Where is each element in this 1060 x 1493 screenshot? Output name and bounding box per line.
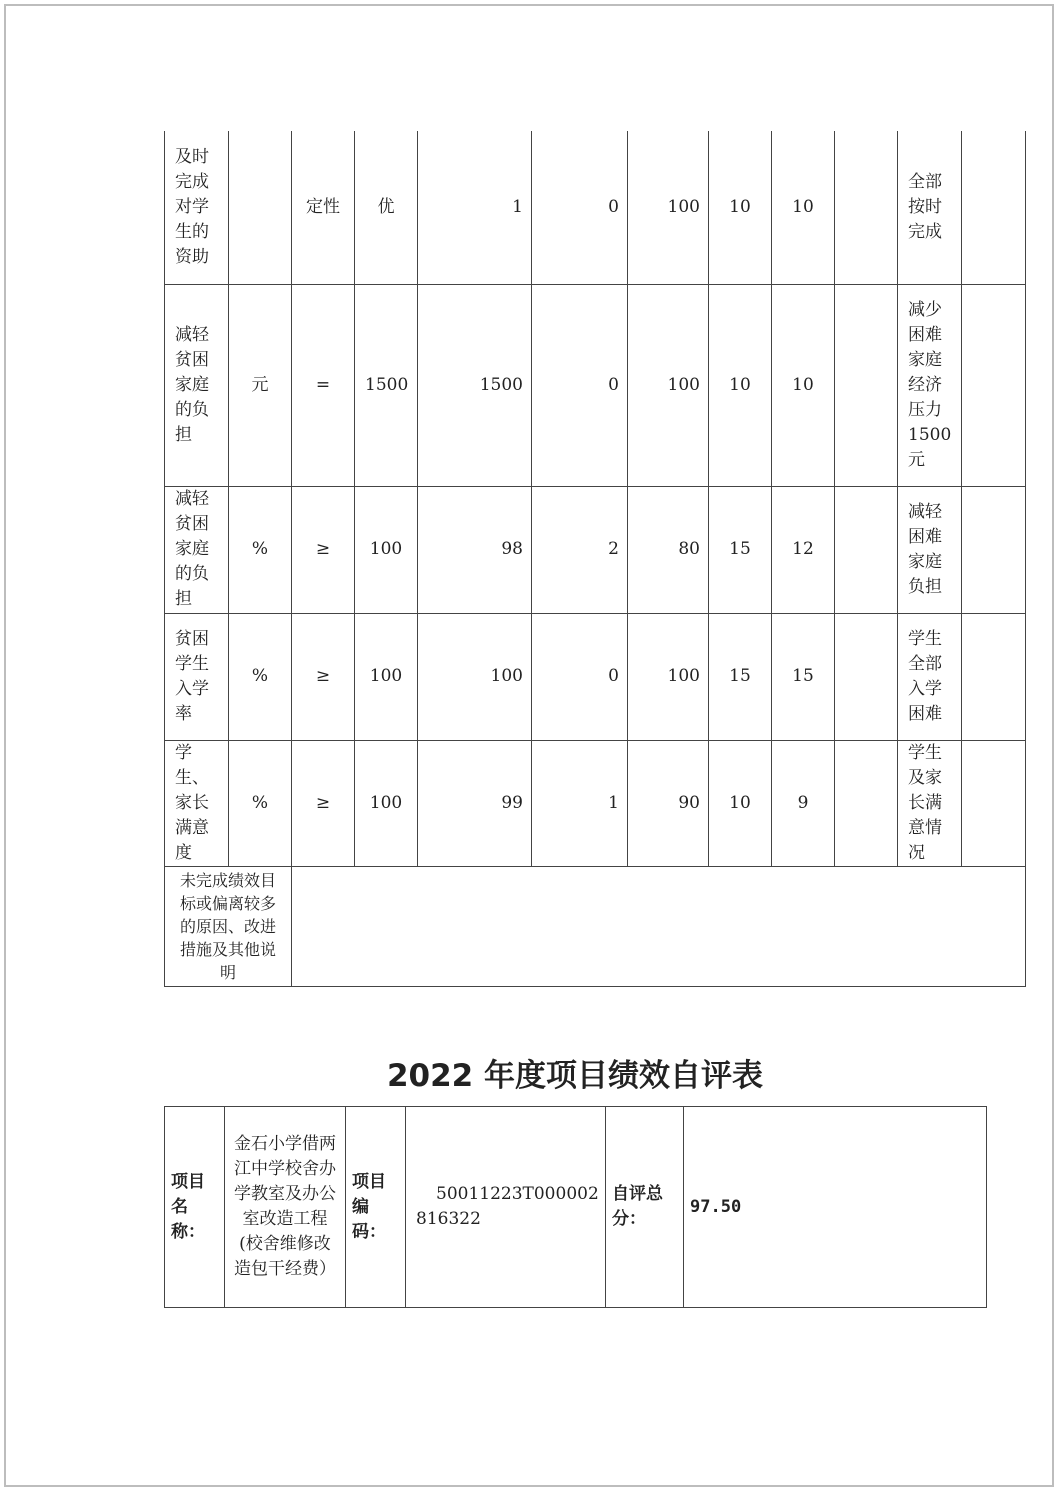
project-code: 50011223T000002816322 (406, 1107, 606, 1308)
table-row (165, 131, 1026, 284)
score-value: 97.50 (684, 1107, 987, 1308)
page-title: 2022 年度项目绩效自评表 (386, 1058, 764, 1094)
indicator-unit: % (229, 613, 292, 740)
indicator-extra (835, 613, 898, 740)
indicator-operator: = (292, 284, 355, 486)
indicator-operator: ≥ (292, 613, 355, 740)
indicator-unit: % (229, 486, 292, 613)
indicator-deviation: 0 (532, 613, 628, 740)
footer-row (165, 866, 1026, 986)
indicator-last (962, 740, 1026, 866)
indicator-weight: 10 (709, 284, 772, 486)
indicator-rate: 100 (628, 613, 709, 740)
indicator-score: 10 (772, 131, 835, 284)
footer-value (292, 866, 1026, 986)
indicator-last (962, 486, 1026, 613)
indicator-unit (229, 131, 292, 284)
indicator-deviation: 2 (532, 486, 628, 613)
indicator-extra (835, 740, 898, 866)
table-row (165, 740, 1026, 866)
indicator-target: 100 (355, 486, 418, 613)
indicator-weight: 15 (709, 486, 772, 613)
indicator-score: 12 (772, 486, 835, 613)
indicator-unit: 元 (229, 284, 292, 486)
indicator-actual: 1500 (418, 284, 532, 486)
score-label: 自评总分： (606, 1107, 684, 1308)
table-row (165, 613, 1026, 740)
indicator-name: 及时完成对学生的资助 (165, 131, 229, 284)
indicator-extra (835, 131, 898, 284)
indicator-last (962, 613, 1026, 740)
project-name-label: 项目名称： (165, 1107, 225, 1308)
indicator-actual: 98 (418, 486, 532, 613)
indicator-deviation: 0 (532, 284, 628, 486)
indicator-name: 减轻贫困家庭的负担 (165, 486, 229, 613)
indicator-deviation: 1 (532, 740, 628, 866)
performance-indicator-table (164, 131, 1026, 987)
indicator-rate: 90 (628, 740, 709, 866)
indicator-name: 贫困学生入学率 (165, 613, 229, 740)
indicator-score: 10 (772, 284, 835, 486)
indicator-operator: 定性 (292, 131, 355, 284)
indicator-operator: ≥ (292, 740, 355, 866)
indicator-weight: 15 (709, 613, 772, 740)
indicator-extra (835, 284, 898, 486)
indicator-target: 1500 (355, 284, 418, 486)
indicator-unit: % (229, 740, 292, 866)
indicator-note: 学生全部入学困难 (898, 613, 962, 740)
indicator-deviation: 0 (532, 131, 628, 284)
table-row (165, 284, 1026, 486)
indicator-name: 减轻贫困家庭的负担 (165, 284, 229, 486)
indicator-note: 减少困难家庭经济压力1500元 (898, 284, 962, 486)
project-name: 金石小学借两江中学校舍办学教室及办公室改造工程(校舍维修改造包干经费） (225, 1107, 346, 1308)
indicator-operator: ≥ (292, 486, 355, 613)
indicator-name: 学生、家长满意度 (165, 740, 229, 866)
indicator-last (962, 284, 1026, 486)
indicator-note: 学生及家长满意情况 (898, 740, 962, 866)
indicator-note: 减轻困难家庭负担 (898, 486, 962, 613)
indicator-target: 100 (355, 613, 418, 740)
indicator-note: 全部按时完成 (898, 131, 962, 284)
project-info-row (165, 1107, 987, 1308)
indicator-weight: 10 (709, 740, 772, 866)
indicator-rate: 100 (628, 284, 709, 486)
table-row (165, 486, 1026, 613)
indicator-last (962, 131, 1026, 284)
indicator-rate: 80 (628, 486, 709, 613)
indicator-weight: 10 (709, 131, 772, 284)
indicator-extra (835, 486, 898, 613)
indicator-score: 9 (772, 740, 835, 866)
indicator-target: 100 (355, 740, 418, 866)
indicator-actual: 99 (418, 740, 532, 866)
indicator-score: 15 (772, 613, 835, 740)
indicator-actual: 1 (418, 131, 532, 284)
indicator-target: 优 (355, 131, 418, 284)
footer-label: 未完成绩效目标或偏离较多的原因、改进措施及其他说明 (165, 866, 292, 986)
project-info-table (164, 1106, 987, 1308)
indicator-rate: 100 (628, 131, 709, 284)
indicator-actual: 100 (418, 613, 532, 740)
project-code-label: 项目编码： (346, 1107, 406, 1308)
